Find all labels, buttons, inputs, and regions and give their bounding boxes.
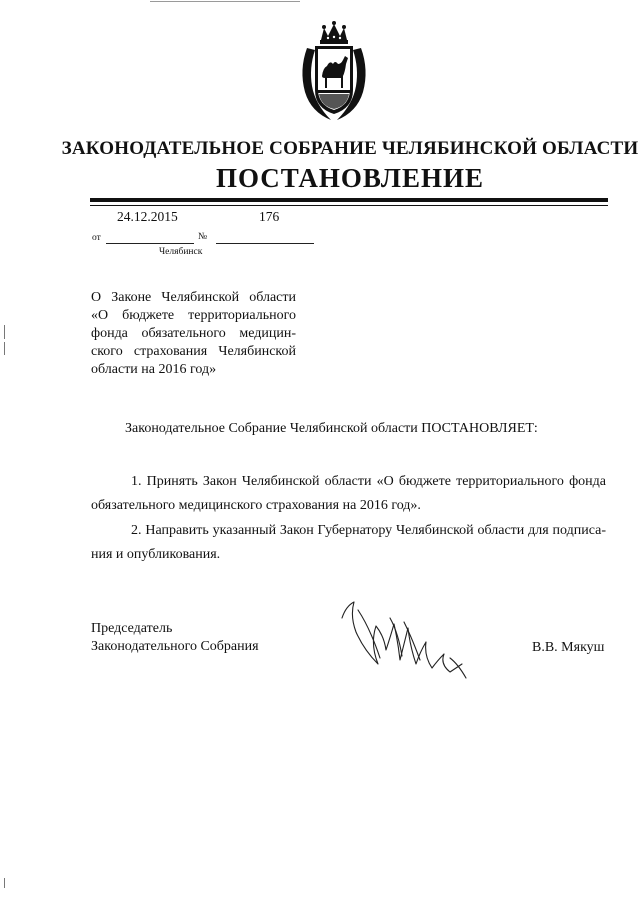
signatory-position-line: Законодательного Собрания [91,639,259,654]
header-rule-thick [90,198,608,202]
document-type-title: ПОСТАНОВЛЕНИЕ [215,163,485,193]
enacting-clause: Законодательное Собрание Челябинской области ПОСТАНОВЛЯЕТ: [125,421,538,436]
handwritten-signature-icon [340,598,480,680]
resolution-paragraph: 1. Принять Закон Челябинской области «О бюджете территориального фонда обязательного медицинского страхования на 2016 год». [91,474,606,513]
header-rule-thin [90,205,608,206]
document-date: 24.12.2015 [117,209,178,224]
signatory-position [91,620,259,656]
signatory-position-line: Председатель [91,621,173,636]
from-label: от [92,233,101,243]
scan-artifact-mark [4,342,5,355]
scan-artifact-mark [4,325,5,339]
resolution-paragraph: 2. Направить указанный Закон Губернатору Челябинской области для подписания и опубликования. [91,523,606,562]
number-underline [216,243,314,244]
city-name: Челябинск [159,247,203,257]
chelyabinsk-coat-of-arms-icon [297,20,371,124]
scan-artifact-line [150,1,300,2]
organization-name: ЗАКОНОДАТЕЛЬНОЕ СОБРАНИЕ ЧЕЛЯБИНСКОЙ ОБЛАСТИ [61,138,639,159]
document-subject: О Законе Челябинской области «О бюджете территориального фонда обязательного медицинского страхования Челябинской области на 2016 год» [91,290,296,377]
document-number: 176 [259,209,280,224]
number-label: № [198,232,208,242]
scan-artifact-mark [4,878,5,888]
signer-name: В.В. Мякуш [532,640,605,655]
date-underline [106,243,194,244]
